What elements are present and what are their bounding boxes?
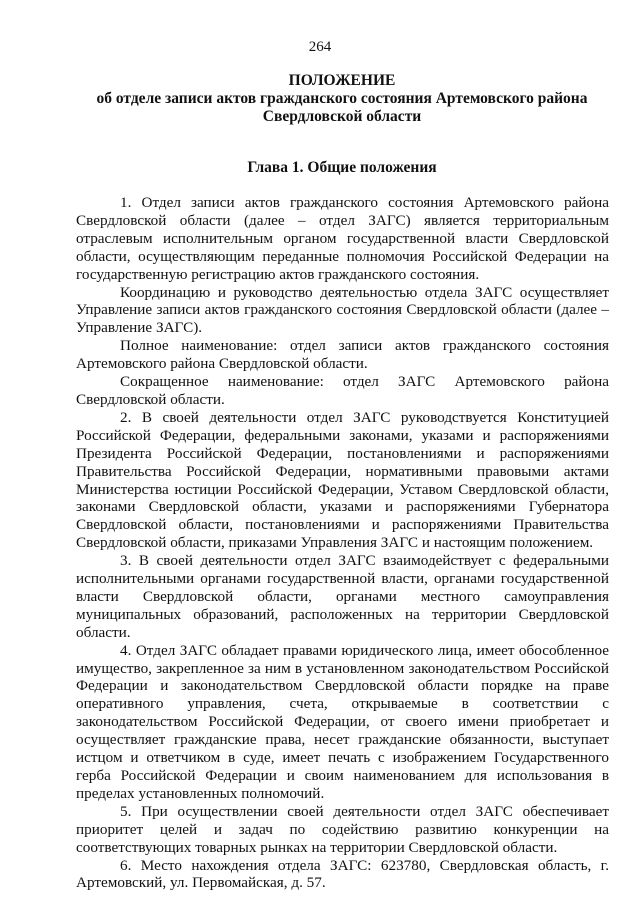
paragraph-5: 2. В своей деятельности отдел ЗАГС руководствуется Конституцией Российской Федерации, федеральными законами, указами и распоряжениями Президента Российской Федерации, постановлениями и распоряжениями Правительства Российской Федерации, нормативными правовыми актами Министерства юстиции Российской Федерации, Уставом Свердловской области, законами Свердловской области, указами и распоряжениями Губернатора Свердловской области, постановлениями и распоряжениями Правительства Свердловской области, приказами Управления ЗАГС и настоящим положением. <box>76 408 609 552</box>
paragraph-1: 1. Отдел записи актов гражданского состояния Артемовского района Свердловской области (далее – отдел ЗАГС) является территориальным отраслевым исполнительным органом государственной власти Свердловской области, осуществляющим переданные полномочия Российской Федерации на государственную регистрацию актов гражданского состояния. <box>76 194 609 283</box>
paragraph-8: 5. При осуществлении своей деятельности отдел ЗАГС обеспечивает приоритет целей и задач по содействию развитию конкуренции на соответствующих товарных рынках на территории Свердловской области. <box>76 802 609 856</box>
document-body <box>76 194 609 892</box>
title-line-2: об отделе записи актов гражданского состояния Артемовского района <box>96 90 588 107</box>
paragraph-9: 6. Место нахождения отдела ЗАГС: 623780, Свердловская область, г. Артемовский, ул. Первомайская, д. 57. <box>76 856 609 892</box>
title-line-3: Свердловской области <box>262 108 422 125</box>
paragraph-4: Сокращенное наименование: отдел ЗАГС Артемовского района Свердловской области. <box>76 373 609 408</box>
paragraph-3: Полное наименование: отдел записи актов гражданского состояния Артемовского района Свердловской области. <box>76 337 609 373</box>
paragraph-7: 4. Отдел ЗАГС обладает правами юридического лица, имеет обособленное имущество, закрепленное за ним в установленном законодательством Российской Федерации и законодательством Свердловской области порядке на праве оперативного управления, счета, открываемые в соответствии с законодательством Российской Федерации, от своего имени приобретает и осуществляет гражданские права, несет гражданские обязанности, выступает истцом и ответчиком в суде, имеет печать с изображением Государственного герба Российской Федерации и своим наименованием для использования в пределах установленных полномочий. <box>76 641 609 802</box>
document-title <box>74 72 610 126</box>
chapter-heading: Глава 1. Общие положения <box>247 159 437 176</box>
page-number: 264 <box>308 39 332 55</box>
paragraph-2: Координацию и руководство деятельностью отдела ЗАГС осуществляет Управление записи актов гражданского состояния Свердловской области (далее – Управление ЗАГС). <box>76 283 609 337</box>
title-line-1: ПОЛОЖЕНИЕ <box>288 72 396 89</box>
paragraph-6: 3. В своей деятельности отдел ЗАГС взаимодействует с федеральными исполнительными органами государственной власти, органами государственной власти Свердловской области, органами местного самоуправления муниципальных образований, расположенных на территории Свердловской области. <box>76 552 609 641</box>
